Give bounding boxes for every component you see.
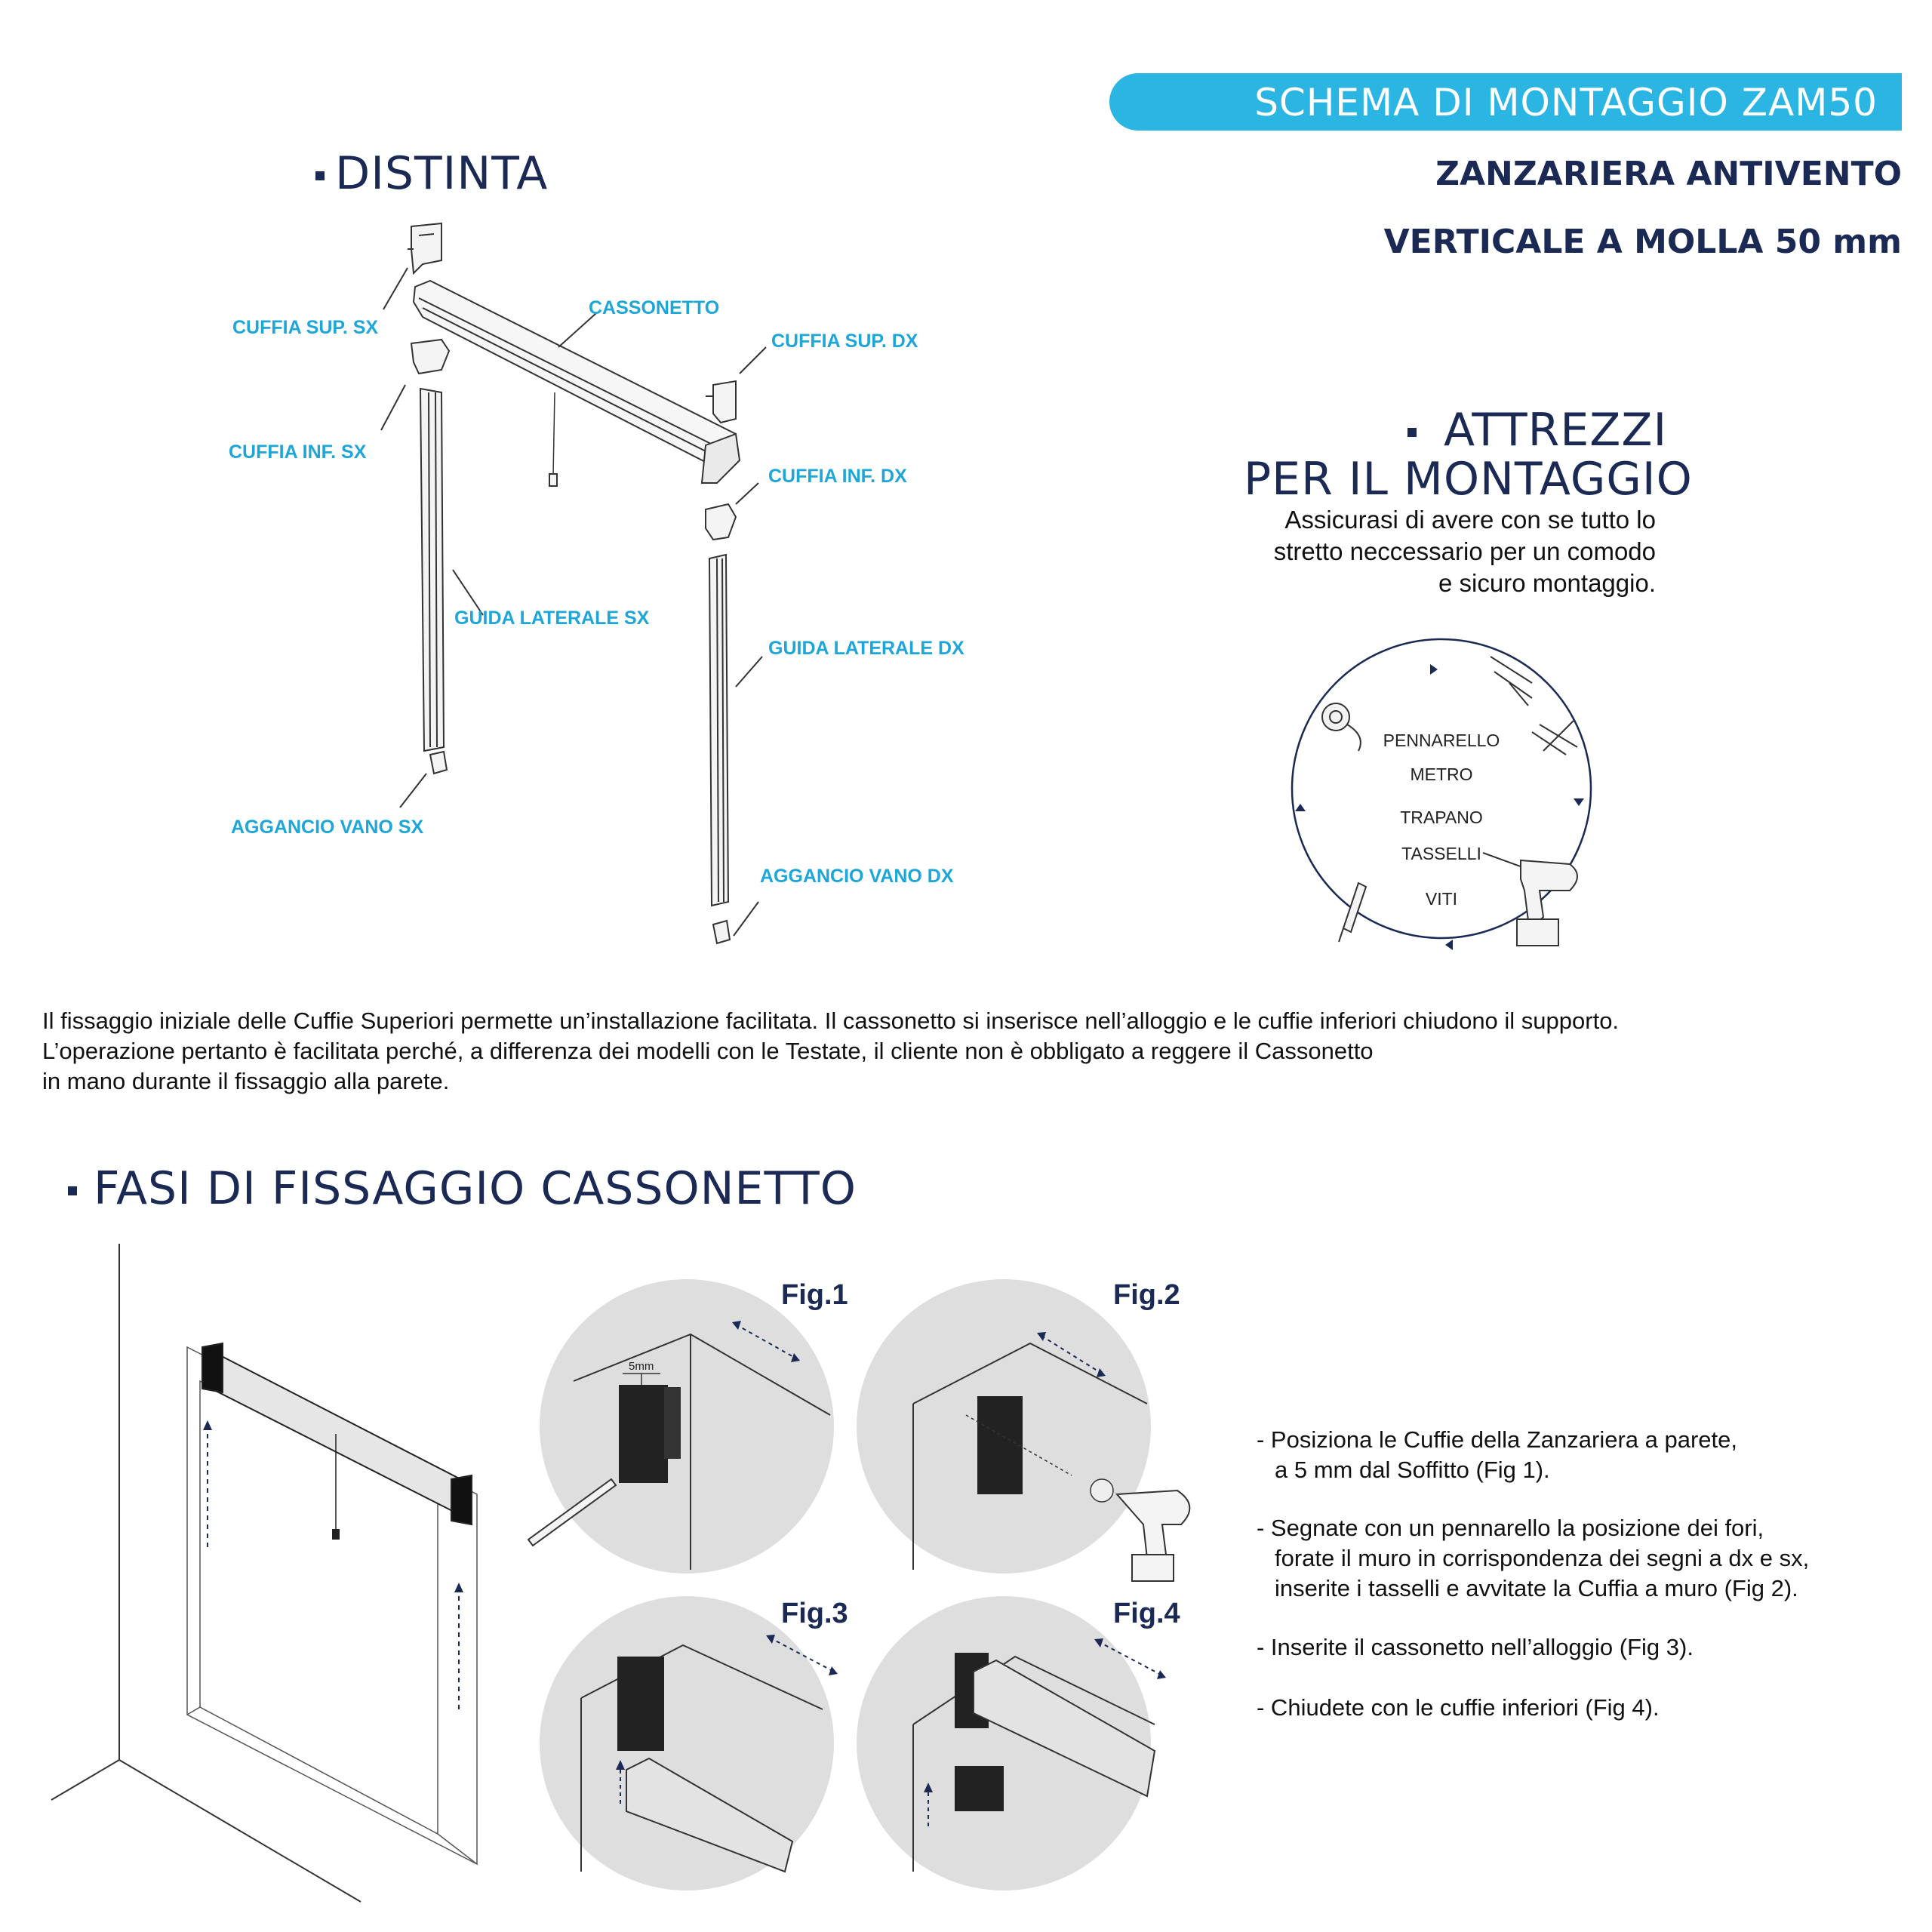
tool-pennarello: PENNARELLO (1383, 731, 1500, 750)
step-2 (1257, 1513, 1809, 1604)
label-guida-laterale-sx: GUIDA LATERALE SX (454, 608, 650, 629)
distinta-heading-text: DISTINTA (335, 147, 549, 200)
intro-line2: L’operazione pertanto è facilitata perché, a differenza dei modelli con le Testate, il cliente non è obbligato a reggere il Cassonetto (42, 1038, 1374, 1064)
attrezzi-heading-line2: PER IL MONTAGGIO (1244, 453, 1693, 506)
label-aggancio-vano-sx: AGGANCIO VANO SX (231, 817, 424, 838)
fig4-illustration (857, 1596, 1166, 1890)
subtitle-line1: ZANZARIERA ANTIVENTO (1435, 155, 1902, 193)
fig2-label: Fig.2 (1113, 1279, 1180, 1311)
attrezzi-note-line1: Assicurasi di avere con se tutto lo (1284, 506, 1656, 534)
attrezzi-heading-text: ATTREZZI (1444, 404, 1668, 457)
attrezzi-note-line2: stretto neccessario per un comodo (1273, 537, 1656, 565)
fig3-illustration (540, 1596, 838, 1890)
step-2-line1: - Segnate con un pennarello la posizione dei fori, (1257, 1515, 1764, 1541)
subtitle-line2: VERTICALE A MOLLA 50 mm (1383, 223, 1902, 261)
installed-cassonetto (202, 1343, 472, 1539)
tool-viti: VITI (1425, 889, 1458, 909)
step-4 (1257, 1693, 1660, 1723)
banner-title: SCHEMA DI MONTAGGIO ZAM50 (1254, 81, 1878, 125)
step-3 (1257, 1632, 1694, 1663)
step-3-line1: - Inserite il cassonetto nell’alloggio (Fig 3). (1257, 1634, 1694, 1660)
tool-metro: METRO (1410, 764, 1473, 784)
label-guida-laterale-dx: GUIDA LATERALE DX (768, 638, 964, 659)
step-2-line3: inserite i tasselli e avvitate la Cuffia a muro (Fig 2). (1275, 1575, 1798, 1601)
step-1-line2: a 5 mm dal Soffitto (Fig 1). (1275, 1457, 1550, 1483)
label-aggancio-vano-dx: AGGANCIO VANO DX (760, 866, 954, 887)
fasi-heading-text: FASI DI FISSAGGIO CASSONETTO (94, 1162, 857, 1215)
label-cuffia-sup-sx: CUFFIA SUP. SX (232, 317, 379, 338)
intro-line3: in mano durante il fissaggio alla parete. (42, 1068, 450, 1094)
label-cuffia-sup-dx: CUFFIA SUP. DX (771, 331, 918, 352)
fig3-label: Fig.3 (781, 1598, 848, 1629)
attrezzi-note-line3: e sicuro montaggio. (1438, 569, 1656, 597)
fig2-illustration (857, 1279, 1189, 1581)
room-corner (51, 1244, 361, 1902)
step-4-line1: - Chiudete con le cuffie inferiori (Fig 4). (1257, 1694, 1660, 1721)
fig1-dimension-label: 5mm (629, 1360, 654, 1373)
fig1-illustration (528, 1279, 834, 1574)
step-2-line2: forate il muro in corrispondenza dei segni a dx e sx, (1275, 1545, 1810, 1571)
fig1-label: Fig.1 (781, 1279, 848, 1311)
step-1 (1257, 1425, 1737, 1485)
fig4-label: Fig.4 (1113, 1598, 1180, 1629)
tool-trapano: TRAPANO (1400, 808, 1483, 827)
step-1-line1: - Posiziona le Cuffie della Zanzariera a parete, (1257, 1426, 1737, 1453)
intro-line1: Il fissaggio iniziale delle Cuffie Superiori permette un’installazione facilitata. Il cassonetto si inserisce nell’alloggio e le cuffie inferiori chiudono il supporto. (42, 1008, 1620, 1034)
label-cassonetto: CASSONETTO (589, 297, 720, 318)
tool-tasselli: TASSELLI (1401, 844, 1481, 863)
label-cuffia-inf-sx: CUFFIA INF. SX (229, 441, 367, 463)
label-cuffia-inf-dx: CUFFIA INF. DX (768, 466, 907, 487)
